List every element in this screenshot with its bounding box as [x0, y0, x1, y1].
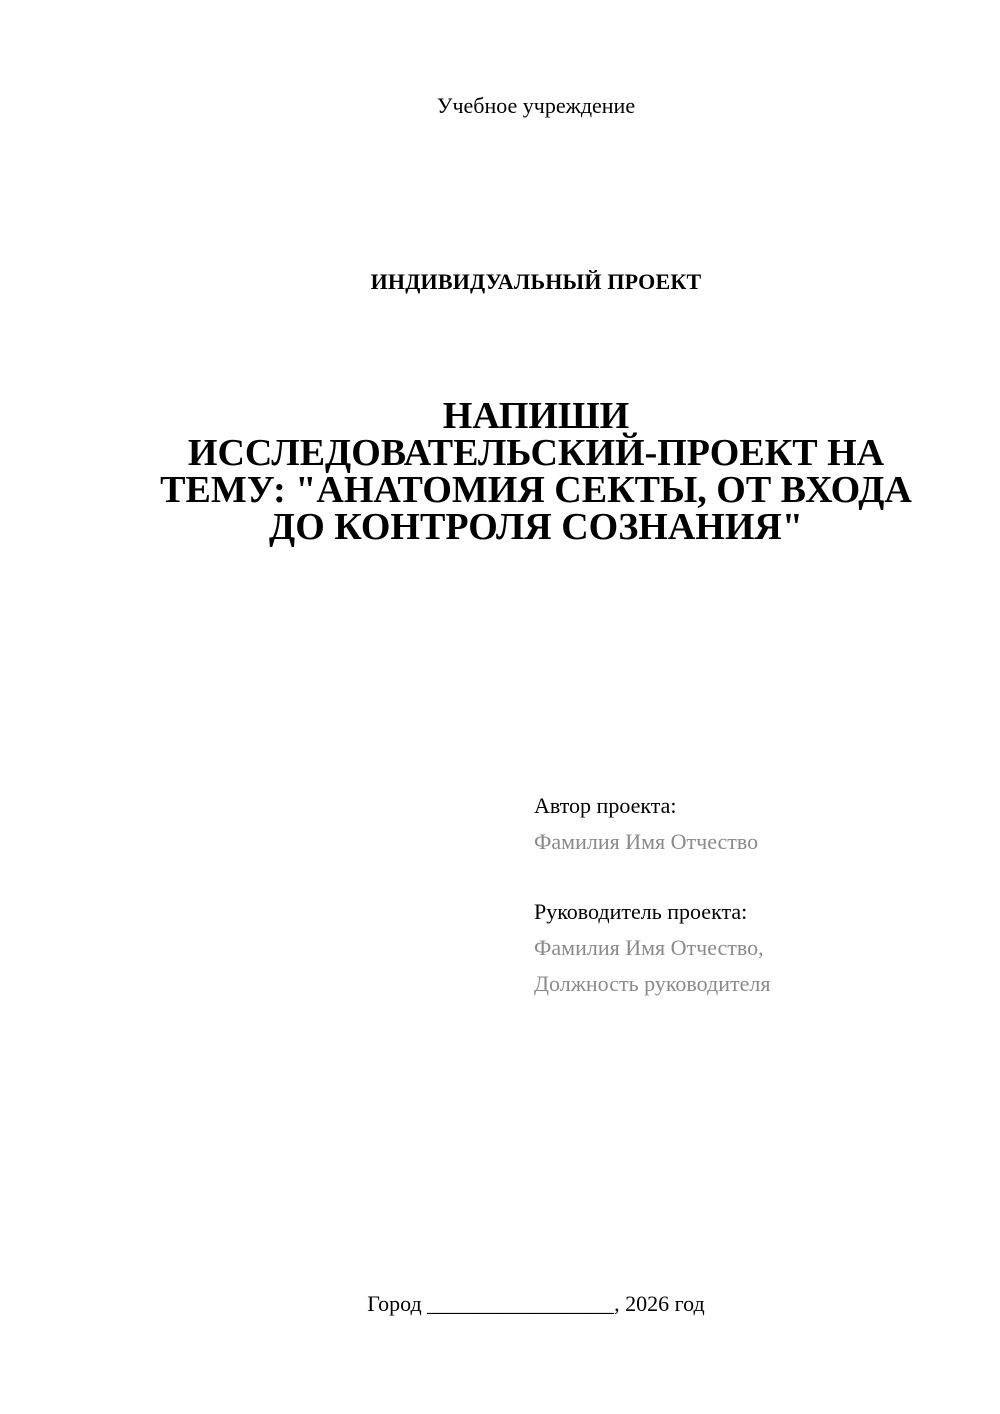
project-title-line: ИССЛЕДОВАТЕЛЬСКИЙ-ПРОЕКТ НА	[187, 432, 885, 474]
project-title-line: ТЕМУ: "АНАТОМИЯ СЕКТЫ, ОТ ВХОДА	[160, 469, 912, 511]
project-type-heading: ИНДИВИДУАЛЬНЫЙ ПРОЕКТ	[370, 269, 702, 294]
project-title-line: ДО КОНТРОЛЯ СОЗНАНИЯ"	[269, 506, 803, 548]
project-title-line: НАПИШИ	[442, 395, 630, 437]
supervisor-position: Должность руководителя	[534, 971, 771, 996]
author-block	[534, 788, 770, 1002]
spacer	[534, 860, 770, 894]
city-year-footer: Город _________________, 2026 год	[367, 1291, 705, 1316]
author-name: Фамилия Имя Отчество	[534, 829, 759, 854]
supervisor-name: Фамилия Имя Отчество,	[534, 935, 764, 960]
institution-name: Учебное учреждение	[436, 93, 636, 118]
supervisor-label: Руководитель проекта:	[534, 899, 748, 924]
project-title	[150, 395, 922, 548]
author-label: Автор проекта:	[534, 793, 677, 818]
